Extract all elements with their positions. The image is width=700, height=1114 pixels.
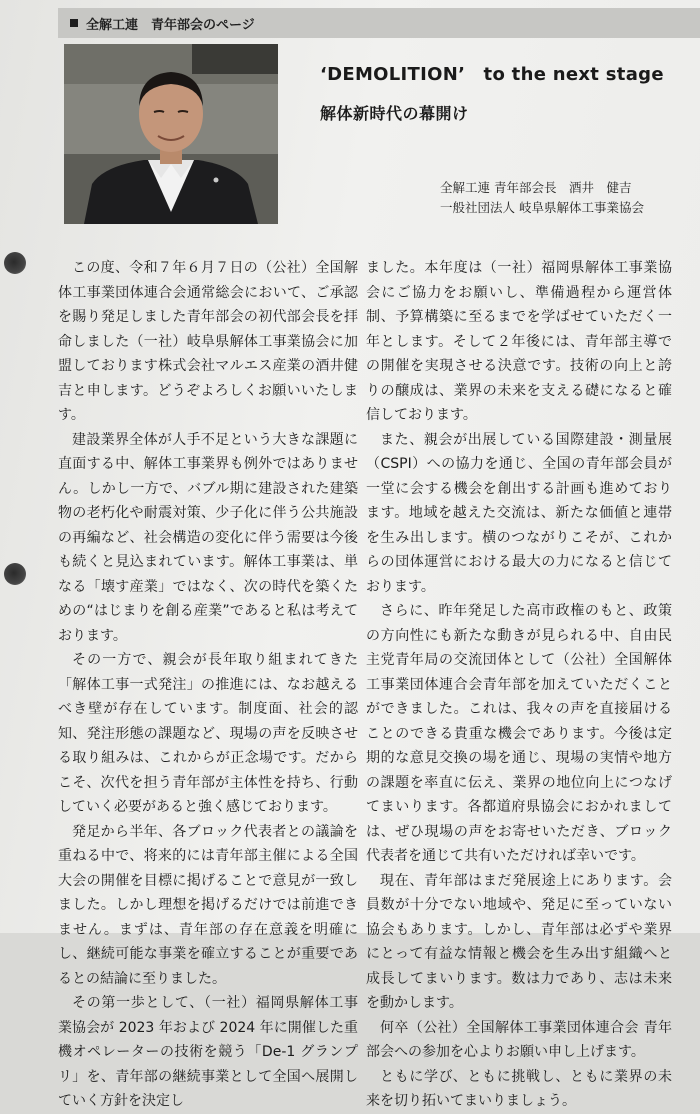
author-photo: [64, 44, 278, 224]
article-title-english: ‘DEMOLITION’ to the next stage: [320, 64, 664, 85]
paragraph: 建設業界全体が人手不足という大きな課題に直面する中、解体工事業界も例外ではありません。しかし一方で、バブル期に建設された建築物の老朽化や耐震対策、少子化に伴う公共施設の再編など、社会構造の変化に伴う需要は今後も続くと見込まれています。解体工事業は、単なる「壊す産業」ではなく、次の時代を築くための“はじまりを創る産業”であると私は考えております。: [58, 431, 358, 644]
header-square-icon: [70, 19, 78, 27]
section-header-label: 全解工連 青年部会のページ: [86, 17, 255, 33]
article-title-japanese: 解体新時代の幕開け: [320, 104, 469, 123]
paragraph: ました。本年度は（一社）福岡県解体工事業協会にご協力をお願いし、準備過程から運営体制、予算構築に至るまでを学ばせていただく一年とします。そして２年後には、青年部主導での開催を実現させる決意です。技術の向上と誇りの醸成は、業界の未来を支える礎になると確信しております。: [366, 260, 672, 423]
paragraph: また、親会が出展している国際建設・測量展（CSPI）への協力を通じ、全国の青年部会員が一堂に会する機会を創出する計画も進めております。地域を越えた交流は、新たな価値と連帯を生み出します。横のつながりこそが、これからの団体運営における最大の力になると信じております。: [366, 431, 672, 595]
binder-hole: [4, 563, 26, 585]
paragraph: この度、令和７年６月７日の（公社）全国解体工事業団体連合会通常総会において、ご承認を賜り発足しました青年部会の初代部会長を拝命しました（一社）岐阜県解体工事業協会に加盟しております株式会社マルエス産業の酒井健吉と申します。どうぞよろしくお願いいたします。: [58, 260, 358, 423]
paragraph: 現在、青年部はまだ発展途上にあります。会員数が十分でない地域や、発足に至っていない協会もあります。しかし、青年部は必ずや業界にとって有益な情報と機会を生み出す組織へと成長してまいります。数は力であり、志は未来を動かします。: [366, 872, 672, 1011]
paragraph: その第一歩として、（一社）福岡県解体工事業協会が 2023 年および 2024 年に開催した重機オペレーターの技術を競う「De-1 グランプリ」を、青年部の継続事業として全国へ展開していく方針を決定し: [58, 995, 358, 1109]
section-header-bar: [58, 8, 700, 38]
paragraph: さらに、昨年発足した高市政権のもと、政策の方向性にも新たな動きが見られる中、自由民主党青年局の交流団体として（公社）全国解体工事業団体連合会青年部を加えていただくことができました。これは、我々の声を直接届けることのできる貴重な機会であります。今後は定期的な意見交換の場を通じ、現場の実情や地方の課題を率直に伝え、業界の地位向上につなげてまいります。各都道府県協会におかれましては、ぜひ現場の声をお寄せいただき、ブロック代表者を通じて共有いただければ幸いです。: [366, 603, 672, 864]
author-name-line: 全解工連 青年部会長 酒井 健吉: [440, 180, 632, 195]
paragraph: 発足から半年、各ブロック代表者との議論を重ねる中で、将来的には青年部主催による全国大会の開催を目標に掲げることで意見が一致しました。しかし理想を掲げるだけでは前進できません。まずは、青年部の存在意義を明確にし、継続可能な事業を確立することが重要であるとの結論に至りました。: [58, 823, 358, 987]
paragraph: ともに学び、ともに挑戦し、ともに業界の未来を切り拓いてまいりましょう。: [366, 1068, 672, 1109]
paragraph: 何卒（公社）全国解体工事業団体連合会 青年部会への参加を心よりお願い申し上げます。: [366, 1019, 672, 1060]
portrait-illustration: [64, 44, 278, 224]
paragraph: その一方で、親会が長年取り組まれてきた「解体工事一式発注」の推進には、なお越えるべき壁が存在しています。制度面、社会的認知、発注形態の課題など、現場の声を反映させる取り組みは、これからが正念場です。だからこそ、次代を担う青年部が主体性を持ち、行動していく必要があると強く感じております。: [58, 652, 358, 815]
article-right-column: [366, 256, 672, 1114]
binder-hole: [4, 252, 26, 274]
article-left-column: [58, 256, 358, 1114]
author-affiliation-line: 一般社団法人 岐阜県解体工事業協会: [440, 200, 644, 215]
